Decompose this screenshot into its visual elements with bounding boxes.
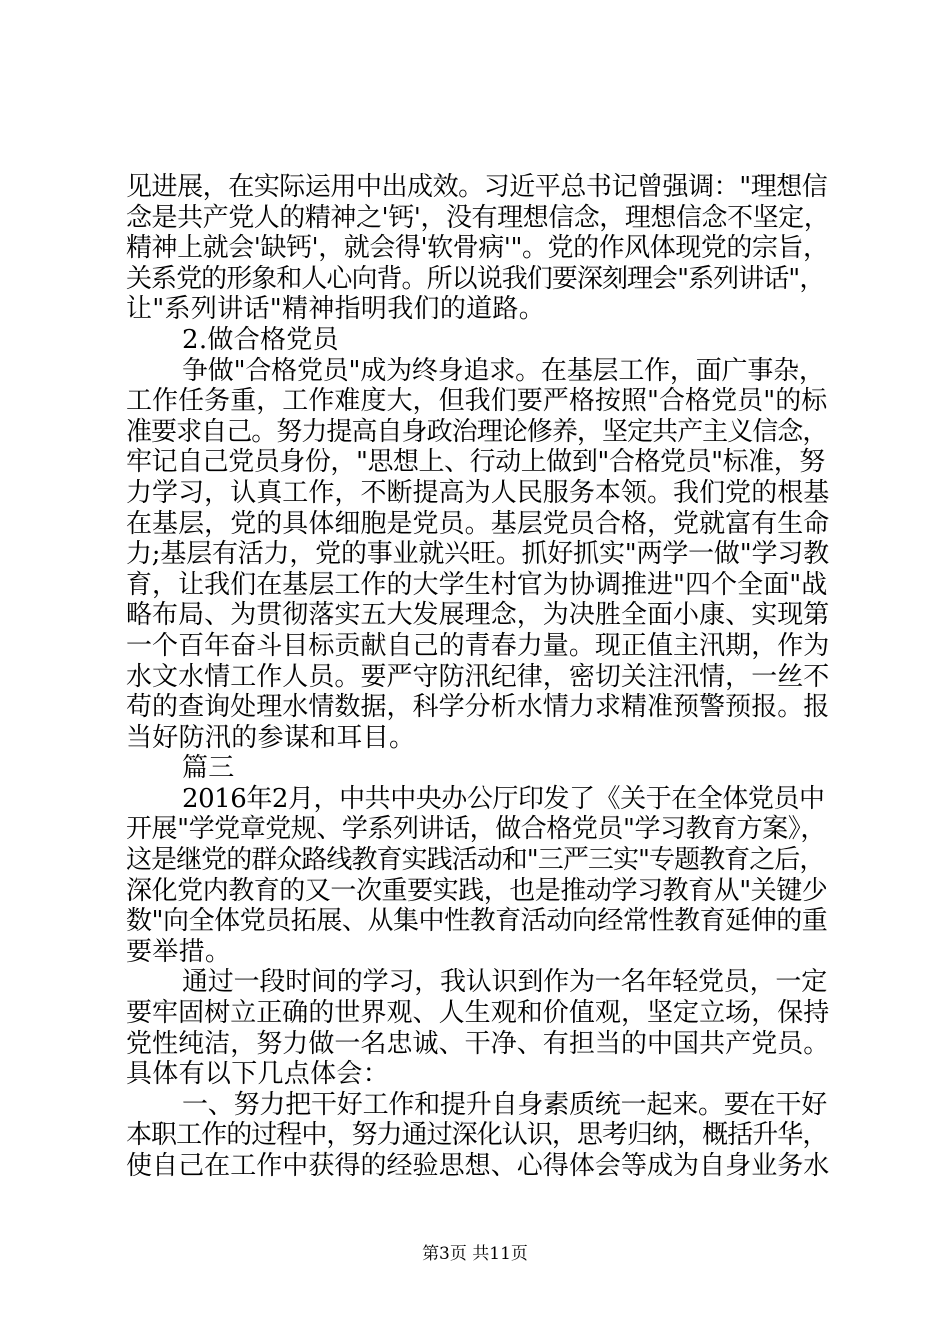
text-line: 深化党内教育的又一次重要实践，也是推动学习教育从"关键少 [126, 875, 828, 906]
text-line: 力学习，认真工作，不断提高为人民服务本领。我们党的根基 [126, 477, 830, 508]
text-line: 见进展，在实际运用中出成效。习近平总书记曾强调："理想信 [126, 172, 828, 202]
text-line: 要举措。 [126, 936, 232, 967]
text-line: 力;基层有活力，党的事业就兴旺。抓好抓实"两学一做"学习教 [126, 539, 829, 570]
page-footer: 第3页 共11页 [422, 1244, 528, 1264]
text-line: 精神上就会'缺钙'，就会得'软骨病'"。党的作风体现党的宗旨， [126, 233, 829, 264]
text-line: 工作任务重，工作难度大，但我们要严格按照"合格党员"的标 [126, 386, 828, 417]
text-line: 本职工作的过程中，努力通过深化认识，思考归纳，概括升华， [126, 1120, 828, 1151]
text-line: 让"系列讲话"精神指明我们的道路。 [126, 294, 546, 325]
text-line: 准要求自己。努力提高自身政治理论修养，坚定共产主义信念， [126, 416, 828, 447]
text-line: 略布局、为贯彻落实五大发展理念，为决胜全面小康、实现第 [126, 600, 830, 631]
text-line: 争做"合格党员"成为终身追求。在基层工作，面广事杂， [182, 355, 825, 386]
text-line: 使自己在工作中获得的经验思想、心得体会等成为自身业务水 [126, 1151, 830, 1181]
text-line: 一个百年奋斗目标贡献自己的青春力量。现正值主汛期，作为 [126, 630, 830, 661]
text-line: 数"向全体党员拓展、从集中性教育活动向经常性教育延伸的重 [126, 906, 828, 937]
text-line: 篇三 [182, 753, 235, 784]
text-line: 当好防汛的参谋和耳目。 [126, 722, 416, 753]
text-line: 苟的查询处理水情数据，科学分析水情力求精准预警预报。报 [126, 692, 830, 723]
text-line: 开展"学党章党规、学系列讲话，做合格党员"学习教育方案》， [126, 814, 826, 845]
text-line: 关系党的形象和人心向背。所以说我们要深刻理会"系列讲话"， [126, 263, 825, 294]
text-line: 水文水情工作人员。要严守防汛纪律，密切关注汛情，一丝不 [126, 661, 830, 692]
text-line: 育，让我们在基层工作的大学生村官为协调推进"四个全面"战 [126, 569, 828, 600]
text-line: 这是继党的群众路线教育实践活动和"三严三实"专题教育之后， [126, 845, 825, 876]
text-line: 2016年2月，中共中央办公厅印发了《关于在全体党员中 [182, 783, 825, 814]
text-line: 通过一段时间的学习，我认识到作为一名年轻党员，一定 [182, 967, 828, 998]
text-line: 具体有以下几点体会： [126, 1059, 390, 1090]
text-line: 在基层，党的具体细胞是党员。基层党员合格，党就富有生命 [126, 508, 830, 539]
text-line: 一、努力把干好工作和提升自身素质统一起来。要在干好 [182, 1089, 828, 1120]
text-line: 牢记自己党员身份，"思想上、行动上做到"合格党员"标准，努 [126, 447, 825, 478]
text-line: 2.做合格党员 [182, 324, 339, 355]
text-line: 党性纯洁，努力做一名忠诚、干净、有担当的中国共产党员。 [126, 1028, 830, 1059]
text-line: 念是共产党人的精神之'钙'，没有理想信念，理想信念不坚定， [126, 202, 830, 233]
document-body [126, 172, 830, 1182]
text-line: 要牢固树立正确的世界观、人生观和价值观，坚定立场，保持 [126, 998, 830, 1029]
